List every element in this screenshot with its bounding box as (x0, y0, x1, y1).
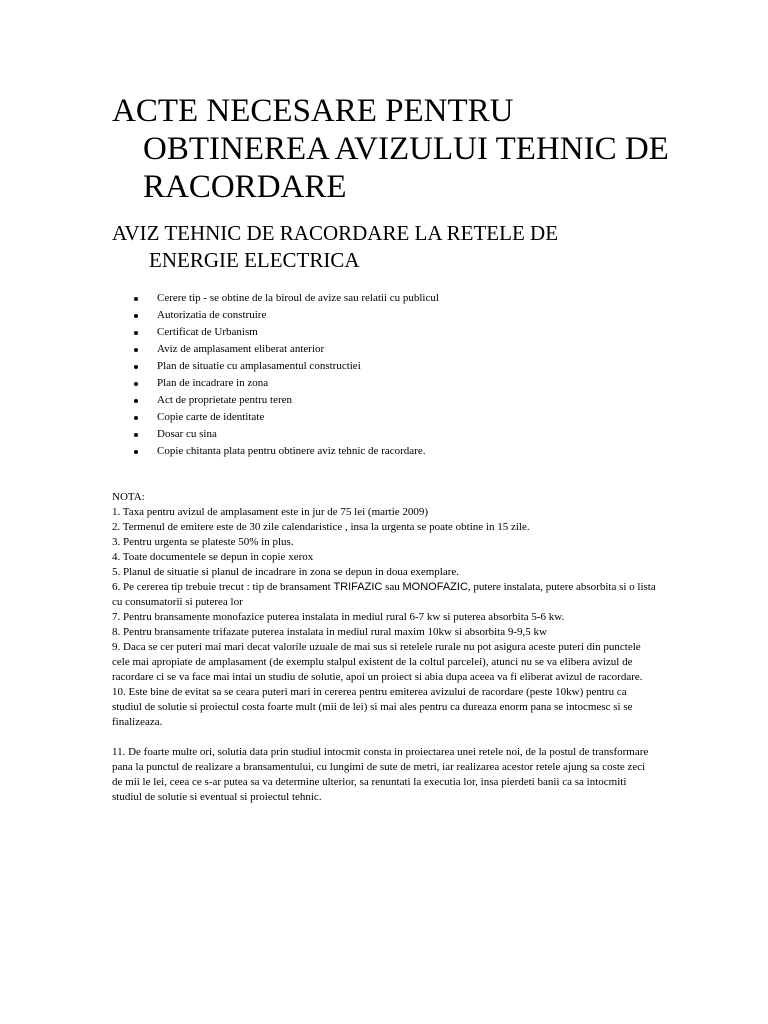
list-item (112, 324, 672, 341)
section-heading (112, 220, 672, 274)
title-line-3: RACORDARE (143, 169, 347, 205)
notes-section (112, 490, 657, 805)
note-6-text-start: 6. Pe cererea tip trebuie trecut : tip de bransament (112, 581, 334, 593)
note-2: 2. Termenul de emitere este de 30 zile calendaristice , insa la urgenta se poate obtine in 15 zile. (112, 521, 530, 533)
bullet-icon (134, 399, 138, 403)
bullet-icon (134, 314, 138, 318)
note-4: 4. Toate documentele se depun in copie xerox (112, 551, 314, 563)
note-6-monofazic: MONOFAZIC (402, 581, 468, 593)
note-6 (112, 580, 657, 610)
list-item-text: Plan de incadrare in zona (157, 377, 269, 389)
bullet-icon (134, 382, 138, 386)
note-1: 1. Taxa pentru avizul de amplasament este in jur de 75 lei (martie 2009) (112, 506, 429, 518)
note-6-sau: sau (382, 581, 403, 593)
list-item-text: Copie chitanta plata pentru obtinere aviz tehnic de racordare. (157, 445, 426, 457)
list-item-text: Act de proprietate pentru teren (157, 394, 292, 406)
list-item-text: Copie carte de identitate (157, 411, 265, 423)
note-6-trifazic: TRIFAZIC (333, 581, 383, 593)
note-5: 5. Planul de situatie si planul de incadrare in zona se depun in doua exemplare. (112, 566, 459, 578)
note-11: 11. De foarte multe ori, solutia data prin studiul intocmit consta in proiectarea unei retele noi, de la postul de transformare pana la punctul de realizare a bransamentului, cu lungimi de sute de metri, iar realizarea acestor retele ajung sa coste zeci de mii le lei, ceea ce s-ar putea sa va determine ulterior, sa renuntati la executia lor, insa pierdeti banii ca sa intocmiti studiul de solutie si eventual si proiectul tehnic. (112, 746, 649, 803)
document-title (112, 92, 672, 206)
list-item (112, 443, 672, 460)
section-heading-line-2: ENERGIE ELECTRICA (149, 248, 360, 272)
list-item-text: Autorizatia de construire (157, 309, 267, 321)
title-line-1: ACTE NECESARE PENTRU (112, 93, 514, 129)
note-10: 10. Este bine de evitat sa se ceara puteri mari in cererea pentru emiterea avizului de racordare (peste 10kw) pentru ca studiul de solutie si proiectul costa foarte mult (mii de lei) si mai ales pentru ca dureaza enorm pana se intocmesc si se finalizeaza. (112, 686, 633, 728)
list-item-text: Cerere tip - se obtine de la biroul de avize sau relatii cu publicul (157, 292, 439, 304)
list-item (112, 409, 672, 426)
list-item (112, 392, 672, 409)
list-item-text: Aviz de amplasament eliberat anterior (157, 343, 325, 355)
list-item (112, 341, 672, 358)
section-heading-line-1: AVIZ TEHNIC DE RACORDARE LA RETELE DE (112, 221, 559, 245)
list-item-text: Certificat de Urbanism (157, 326, 258, 338)
title-line-2: OBTINEREA AVIZULUI TEHNIC DE (143, 131, 669, 167)
list-item-text: Dosar cu sina (157, 428, 217, 440)
list-item (112, 307, 672, 324)
bullet-icon (134, 416, 138, 420)
note-7: 7. Pentru bransamente monofazice puterea instalata in mediul rural 6-7 kw si puterea absorbita 5-6 kw. (112, 611, 565, 623)
bullet-icon (134, 433, 138, 437)
list-item-text: Plan de situatie cu amplasamentul constructiei (157, 360, 361, 372)
note-9: 9. Daca se cer puteri mai mari decat valorile uzuale de mai sus si retelele rurale nu pot asigura aceste puteri din punctele cele mai apropiate de amplasament (de exemplu stalpul existent de la coltul parcelei), atunci nu se va elibera avizul de racordare ci se va face mai intai un studiu de solutie, apoi un proiect si abia dupa aceea va fi eliberat avizul de racordare. (112, 641, 643, 683)
bullet-icon (134, 297, 138, 301)
bullet-icon (134, 365, 138, 369)
bullet-icon (134, 348, 138, 352)
list-item (112, 375, 672, 392)
list-item (112, 426, 672, 443)
note-3: 3. Pentru urgenta se plateste 50% in plus. (112, 536, 294, 548)
list-item (112, 290, 672, 307)
list-item (112, 358, 672, 375)
bullet-icon (134, 450, 138, 454)
required-documents-list (112, 290, 672, 460)
bullet-icon (134, 331, 138, 335)
notes-heading: NOTA: (112, 491, 145, 503)
note-8: 8. Pentru bransamente trifazate puterea instalata in mediul rural maxim 10kw si absorbita 9-9,5 kw (112, 626, 547, 638)
note-6-text-end: , putere instalata, putere absorbita si o lista cu consumatorii si puterea lor (112, 581, 656, 608)
